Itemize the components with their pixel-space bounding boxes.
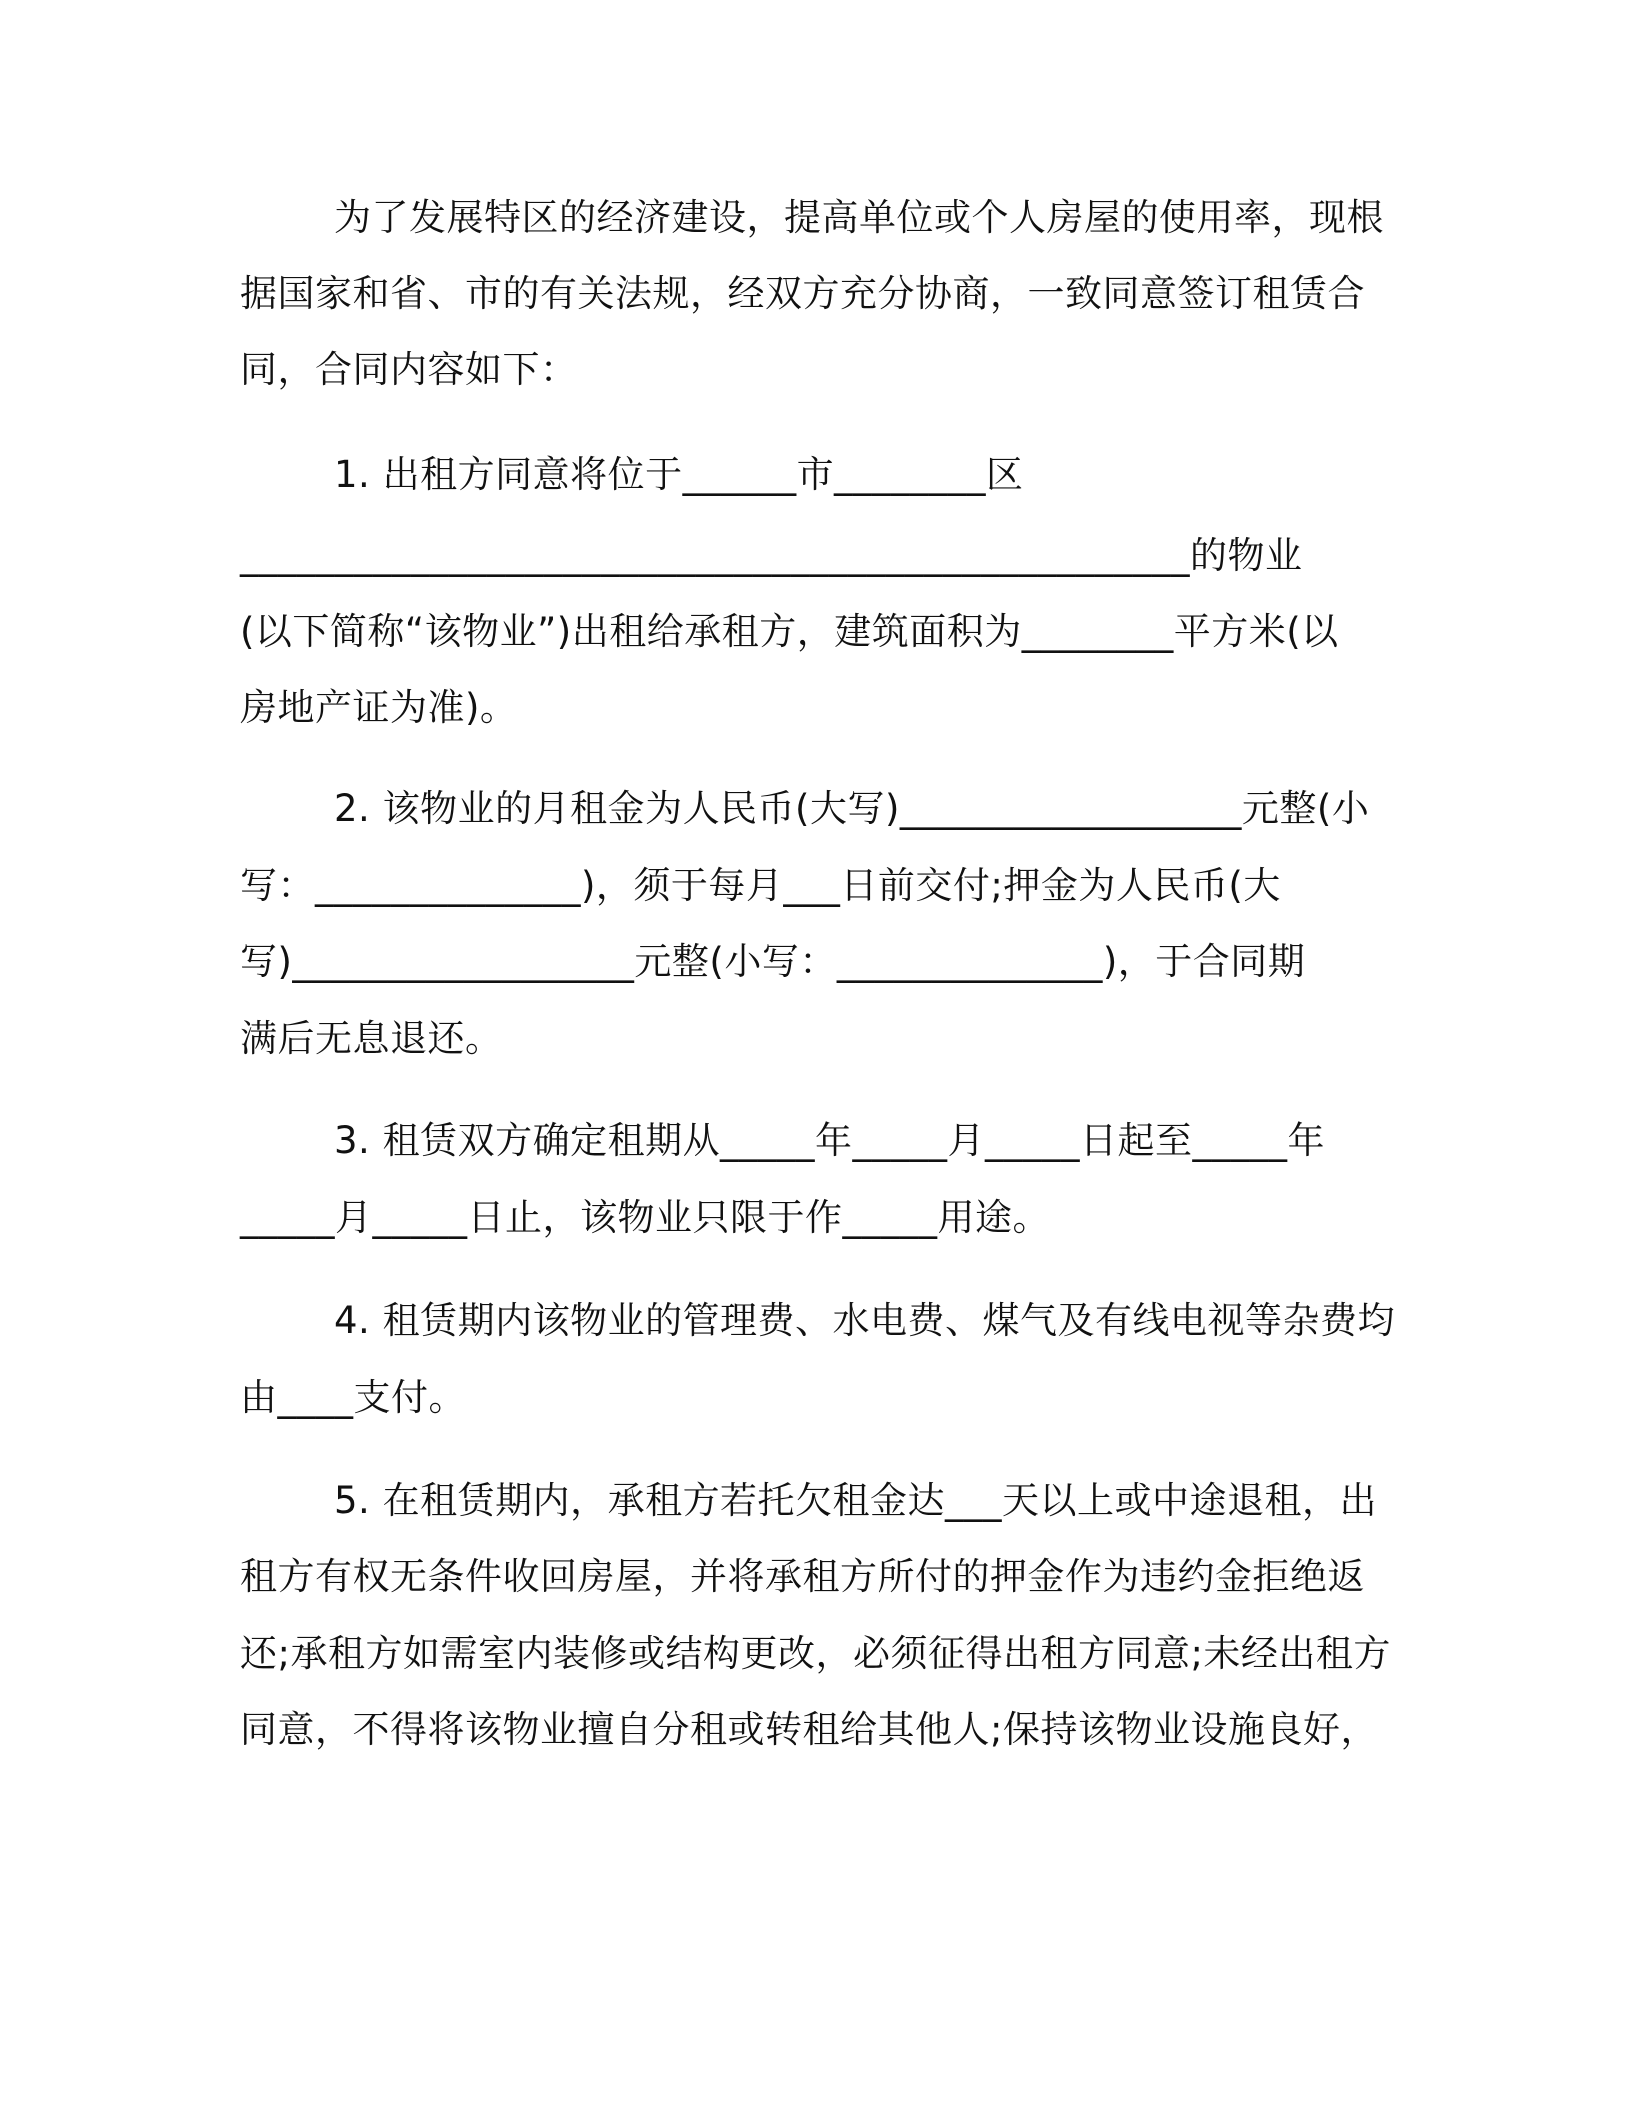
intro-line-3: 同，合同内容如下： (240, 348, 578, 391)
clause1-line-2: __________________________________________________的物业 (240, 534, 1303, 577)
clause5-line-4: 同意，不得将该物业擅自分租或转租给其他人;保持该物业设施良好， (240, 1708, 1378, 1751)
clause5-line-2: 租方有权无条件收回房屋，并将承租方所付的押金作为违约金拒绝返 (240, 1555, 1365, 1598)
clause3-line-2: _____月_____日止，该物业只限于作_____用途。 (240, 1196, 1050, 1239)
clause2-line-3: 写)__________________元整(小写：______________)，于合同期 (240, 940, 1306, 983)
clause4-line-1: 4. 租赁期内该物业的管理费、水电费、煤气及有线电视等杂费均 (334, 1299, 1396, 1342)
clause5-line-3: 还;承租方如需室内装修或结构更改，必须征得出租方同意;未经出租方 (240, 1632, 1391, 1675)
intro-line-2: 据国家和省、市的有关法规，经双方充分协商，一致同意签订租赁合 (240, 272, 1365, 315)
clause4-line-2: 由____支付。 (240, 1376, 466, 1419)
clause2-line-1: 2. 该物业的月租金为人民币(大写)__________________元整(小 (334, 787, 1370, 830)
clause1-line-3: (以下简称“该物业”)出租给承租方，建筑面积为________平方米(以 (240, 610, 1339, 653)
intro-line-1: 为了发展特区的经济建设，提高单位或个人房屋的使用率，现根 (334, 196, 1384, 239)
clause1-line-4: 房地产证为准)。 (240, 686, 518, 729)
clause1-line-1: 1. 出租方同意将位于______市________区 (334, 453, 1024, 496)
clause2-line-4: 满后无息退还。 (240, 1017, 503, 1060)
clause3-line-1: 3. 租赁双方确定租期从_____年_____月_____日起至_____年 (334, 1119, 1326, 1162)
clause2-line-2: 写：______________)，须于每月___日前交付;押金为人民币(大 (240, 864, 1281, 907)
clause5-line-1: 5. 在租赁期内，承租方若托欠租金达___天以上或中途退租，出 (334, 1479, 1378, 1522)
